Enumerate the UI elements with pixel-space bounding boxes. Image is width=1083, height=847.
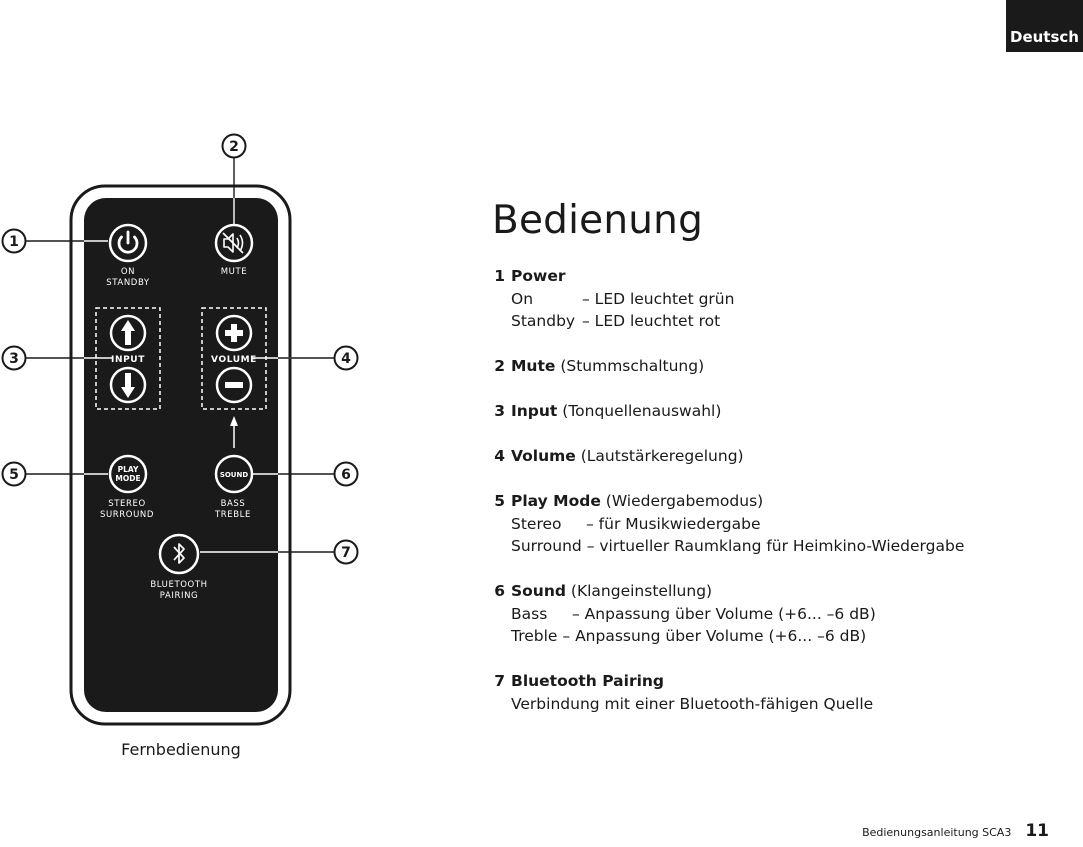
item-description: (Tonquellenauswahl) (557, 402, 722, 420)
volume-down-button (217, 368, 251, 402)
item-title: Play Mode (511, 492, 601, 510)
item-title: Sound (511, 582, 566, 600)
bluetooth-button (160, 535, 198, 573)
standby-label: STANDBY (106, 278, 150, 288)
callout-5-label: 5 (9, 467, 19, 483)
pairing-label: PAIRING (159, 591, 199, 601)
detail-value: Verbindung mit einer Bluetooth-fähigen Quelle (511, 694, 874, 713)
volume-up-button (217, 316, 251, 350)
detail-value: – für Musikwiedergabe (586, 514, 761, 533)
item-title: Mute (511, 357, 556, 375)
callout-2-label: 2 (229, 139, 239, 155)
callout-5 (3, 463, 26, 486)
treble-label: TREBLE (214, 510, 252, 520)
item-number: 5 (494, 492, 505, 510)
detail-key: Standby (511, 312, 576, 330)
detail-key: On (511, 289, 534, 308)
on-label: ON (120, 267, 136, 277)
play-mode-button (110, 456, 146, 492)
callout-2 (223, 135, 246, 158)
stereo-label: STEREO (108, 499, 146, 509)
detail-value: – LED leuchtet rot (582, 312, 721, 330)
item-number: 3 (494, 402, 505, 420)
callout-3-label: 3 (9, 351, 19, 367)
callout-7-label: 7 (341, 545, 351, 561)
item-number: 7 (494, 672, 505, 690)
volume-label: VOLUME (211, 355, 257, 365)
footer-doc-title: Bedienungsanleitung SCA3 (862, 826, 1012, 839)
callout-6-label: 6 (341, 467, 351, 483)
item-title: Power (511, 267, 566, 285)
detail-value: – Anpassung über Volume (+6... –6 dB) (562, 627, 867, 645)
item-number: 1 (494, 267, 505, 285)
mute-label: MUTE (220, 267, 248, 277)
page-footer (862, 821, 1049, 841)
item-number: 2 (494, 357, 505, 375)
input-label: INPUT (111, 355, 145, 365)
remote-illustration (0, 0, 400, 740)
item-title: Volume (511, 447, 576, 465)
item-description: (Klangeinstellung) (565, 582, 713, 600)
callout-6 (335, 463, 358, 486)
detail-key: Treble (511, 627, 558, 645)
page-heading: Bedienung (492, 198, 704, 243)
input-down-button (111, 368, 145, 402)
sound-label: SOUND (219, 471, 249, 479)
detail-value: – virtueller Raumklang für Heimkino-Wiedergabe (586, 537, 965, 555)
input-up-button (111, 316, 145, 350)
callout-1-label: 1 (9, 234, 19, 250)
detail-key: Surround (511, 537, 582, 555)
bass-label: BASS (220, 499, 246, 509)
sound-button (216, 456, 252, 492)
callout-7 (335, 541, 358, 564)
callout-4-label: 4 (341, 351, 351, 367)
remote-caption: Fernbedienung (121, 740, 241, 759)
detail-key: Bass (511, 604, 548, 623)
minus-icon (225, 382, 243, 388)
item-number: 6 (494, 582, 505, 600)
page-number: 11 (1025, 821, 1049, 841)
remote-body (84, 198, 278, 712)
detail-key: Stereo (511, 514, 562, 533)
callout-1 (3, 230, 26, 253)
surround-label: SURROUND (99, 510, 155, 520)
mute-button (216, 225, 252, 261)
item-description: (Lautstärkeregelung) (575, 447, 744, 465)
item-title: Bluetooth Pairing (511, 672, 665, 690)
item-number: 4 (494, 447, 505, 465)
detail-value: – Anpassung über Volume (+6... –6 dB) (572, 604, 876, 623)
language-tab (1006, 0, 1083, 52)
power-button (110, 225, 146, 261)
callout-4 (335, 347, 358, 370)
play-label: PLAY (117, 465, 139, 474)
language-label: Deutsch (1010, 28, 1079, 46)
item-description: (Stummschaltung) (555, 357, 705, 375)
item-description: (Wiedergabemodus) (600, 492, 764, 510)
detail-value: – LED leuchtet grün (582, 289, 735, 308)
bluetooth-label: BLUETOOTH (150, 580, 208, 590)
item-title: Input (511, 402, 558, 420)
callout-3 (3, 347, 26, 370)
mode-label: MODE (115, 474, 141, 483)
